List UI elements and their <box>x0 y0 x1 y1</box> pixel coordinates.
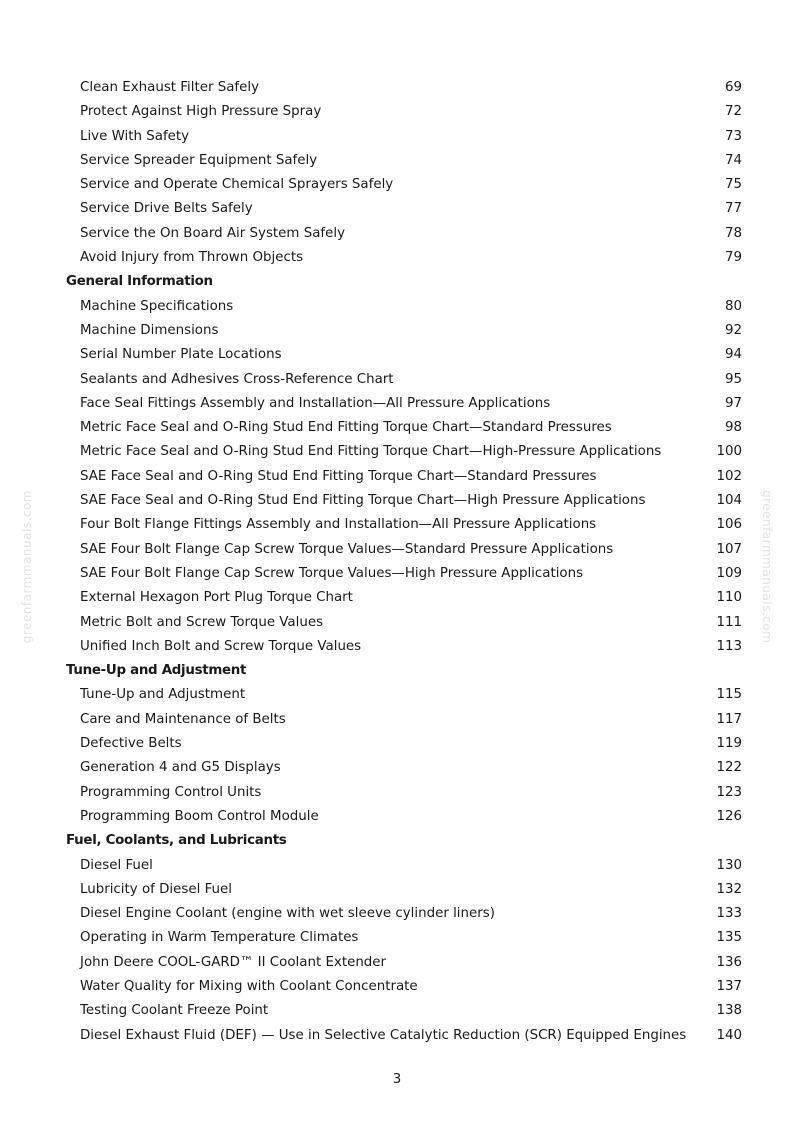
toc-entry[interactable] <box>0 440 794 464</box>
entry-title: Service the On Board Air System Safely <box>80 225 346 241</box>
entry-title: Live With Safety <box>80 128 190 144</box>
toc-entry[interactable] <box>0 635 794 659</box>
entry-page-number: 122 <box>716 760 742 776</box>
toc-entry[interactable] <box>0 416 794 440</box>
entry-title: Clean Exhaust Filter Safely <box>80 80 260 95</box>
entry-page-number: 111 <box>716 614 742 630</box>
toc-entry[interactable] <box>0 902 794 926</box>
toc-entry[interactable] <box>0 319 794 343</box>
toc-entry[interactable] <box>0 975 794 999</box>
entry-page-number: 130 <box>716 857 742 873</box>
toc-section-heading <box>0 659 794 683</box>
entry-page-number: 94 <box>724 347 742 363</box>
entry-title: Unified Inch Bolt and Screw Torque Values <box>80 638 362 654</box>
entry-title: Protect Against High Pressure Spray <box>80 104 322 120</box>
watermark-left: greenfarmmanuals.com <box>20 490 34 644</box>
entry-title: Defective Belts <box>80 736 182 752</box>
toc-section-heading <box>0 829 794 853</box>
entry-title: Diesel Engine Coolant (engine with wet sleeve cylinder liners) <box>80 906 495 922</box>
toc-entry[interactable] <box>0 76 794 100</box>
table-of-contents <box>0 76 794 1048</box>
toc-entry[interactable] <box>0 222 794 246</box>
entry-title: Avoid Injury from Thrown Objects <box>80 250 304 266</box>
toc-entry[interactable] <box>0 781 794 805</box>
toc-entry[interactable] <box>0 465 794 489</box>
entry-page-number: 79 <box>724 250 742 266</box>
entry-title: Service and Operate Chemical Sprayers Safely <box>80 177 394 193</box>
toc-entry[interactable] <box>0 586 794 610</box>
toc-entry[interactable] <box>0 246 794 270</box>
entry-page-number: 77 <box>724 201 742 217</box>
entry-page-number: 115 <box>716 687 742 703</box>
entry-page-number: 69 <box>724 80 742 95</box>
toc-entry[interactable] <box>0 756 794 780</box>
toc-entry[interactable] <box>0 926 794 950</box>
toc-entry[interactable] <box>0 295 794 319</box>
entry-title: Programming Boom Control Module <box>80 808 319 824</box>
toc-entry[interactable] <box>0 368 794 392</box>
entry-title: Service Drive Belts Safely <box>80 201 253 217</box>
entry-title: Service Spreader Equipment Safely <box>80 152 318 168</box>
entry-page-number: 109 <box>716 565 742 581</box>
toc-entry[interactable] <box>0 878 794 902</box>
entry-page-number: 110 <box>716 590 742 606</box>
entry-title: SAE Four Bolt Flange Cap Screw Torque Values—Standard Pressure Applications <box>80 541 614 557</box>
toc-entry[interactable] <box>0 611 794 635</box>
entry-title: Diesel Fuel <box>80 857 153 873</box>
entry-page-number: 137 <box>716 978 742 994</box>
toc-entry[interactable] <box>0 100 794 124</box>
entry-page-number: 92 <box>724 322 742 338</box>
entry-title: Metric Face Seal and O-Ring Stud End Fitting Torque Chart—High-Pressure Applications <box>80 444 662 460</box>
toc-entry[interactable] <box>0 683 794 707</box>
toc-entry[interactable] <box>0 149 794 173</box>
entry-page-number: 106 <box>716 517 742 533</box>
entry-page-number: 72 <box>724 104 742 120</box>
entry-title: SAE Face Seal and O-Ring Stud End Fitting Torque Chart—Standard Pressures <box>80 468 597 484</box>
page-number: 3 <box>392 1072 402 1087</box>
entry-title: Water Quality for Mixing with Coolant Concentrate <box>80 978 418 994</box>
toc-entry[interactable] <box>0 708 794 732</box>
toc-entry[interactable] <box>0 805 794 829</box>
entry-title: Metric Face Seal and O-Ring Stud End Fitting Torque Chart—Standard Pressures <box>80 420 612 436</box>
toc-entry[interactable] <box>0 538 794 562</box>
entry-title: Metric Bolt and Screw Torque Values <box>80 614 324 630</box>
toc-entry[interactable] <box>0 125 794 149</box>
entry-page-number: 140 <box>716 1027 742 1043</box>
toc-entry[interactable] <box>0 392 794 416</box>
section-title: Fuel, Coolants, and Lubricants <box>66 833 287 849</box>
entry-page-number: 119 <box>716 736 742 752</box>
entry-page-number: 102 <box>716 468 742 484</box>
entry-page-number: 136 <box>716 954 742 970</box>
toc-entry[interactable] <box>0 562 794 586</box>
entry-title: Diesel Exhaust Fluid (DEF) — Use in Selective Catalytic Reduction (SCR) Equipped Engines <box>80 1027 687 1043</box>
watermark-right: greenfarmmanuals.com <box>760 490 774 644</box>
toc-section-heading <box>0 270 794 294</box>
entry-page-number: 104 <box>716 493 742 509</box>
toc-entry[interactable] <box>0 732 794 756</box>
entry-title: Lubricity of Diesel Fuel <box>80 881 232 897</box>
entry-title: Machine Specifications <box>80 298 234 314</box>
entry-title: External Hexagon Port Plug Torque Chart <box>80 590 353 606</box>
entry-title: SAE Face Seal and O-Ring Stud End Fitting Torque Chart—High Pressure Applications <box>80 493 646 509</box>
entry-title: Testing Coolant Freeze Point <box>80 1003 269 1019</box>
toc-entry[interactable] <box>0 513 794 537</box>
entry-page-number: 100 <box>716 444 742 460</box>
entry-page-number: 126 <box>716 808 742 824</box>
entry-title: Serial Number Plate Locations <box>80 347 282 363</box>
entry-page-number: 78 <box>724 225 742 241</box>
entry-page-number: 133 <box>716 906 742 922</box>
entry-title: Tune-Up and Adjustment <box>80 687 246 703</box>
entry-page-number: 117 <box>716 711 742 727</box>
toc-entry[interactable] <box>0 854 794 878</box>
toc-entry[interactable] <box>0 951 794 975</box>
toc-entry[interactable] <box>0 197 794 221</box>
section-title: Tune-Up and Adjustment <box>66 663 247 679</box>
entry-page-number: 97 <box>724 395 742 411</box>
entry-title: John Deere COOL-GARD™ II Coolant Extender <box>80 954 387 970</box>
entry-title: Programming Control Units <box>80 784 262 800</box>
entry-title: Operating in Warm Temperature Climates <box>80 930 359 946</box>
entry-title: Face Seal Fittings Assembly and Installation—All Pressure Applications <box>80 395 551 411</box>
entry-title: Care and Maintenance of Belts <box>80 711 286 727</box>
entry-page-number: 98 <box>724 420 742 436</box>
toc-entry[interactable] <box>0 1024 794 1048</box>
entry-title: SAE Four Bolt Flange Cap Screw Torque Values—High Pressure Applications <box>80 565 584 581</box>
entry-page-number: 138 <box>716 1003 742 1019</box>
entry-page-number: 107 <box>716 541 742 557</box>
toc-entry[interactable] <box>0 489 794 513</box>
entry-title: Generation 4 and G5 Displays <box>80 760 281 776</box>
entry-page-number: 75 <box>724 177 742 193</box>
toc-entry[interactable] <box>0 999 794 1023</box>
entry-page-number: 73 <box>724 128 742 144</box>
entry-page-number: 95 <box>724 371 742 387</box>
entry-page-number: 80 <box>724 298 742 314</box>
entry-title: Four Bolt Flange Fittings Assembly and Installation—All Pressure Applications <box>80 517 597 533</box>
toc-entry[interactable] <box>0 173 794 197</box>
entry-page-number: 113 <box>716 638 742 654</box>
entry-page-number: 74 <box>724 152 742 168</box>
entry-title: Machine Dimensions <box>80 322 219 338</box>
entry-title: Sealants and Adhesives Cross-Reference Chart <box>80 371 394 387</box>
entry-page-number: 123 <box>716 784 742 800</box>
entry-page-number: 135 <box>716 930 742 946</box>
entry-page-number: 132 <box>716 881 742 897</box>
section-title: General Information <box>66 274 213 290</box>
toc-entry[interactable] <box>0 343 794 367</box>
